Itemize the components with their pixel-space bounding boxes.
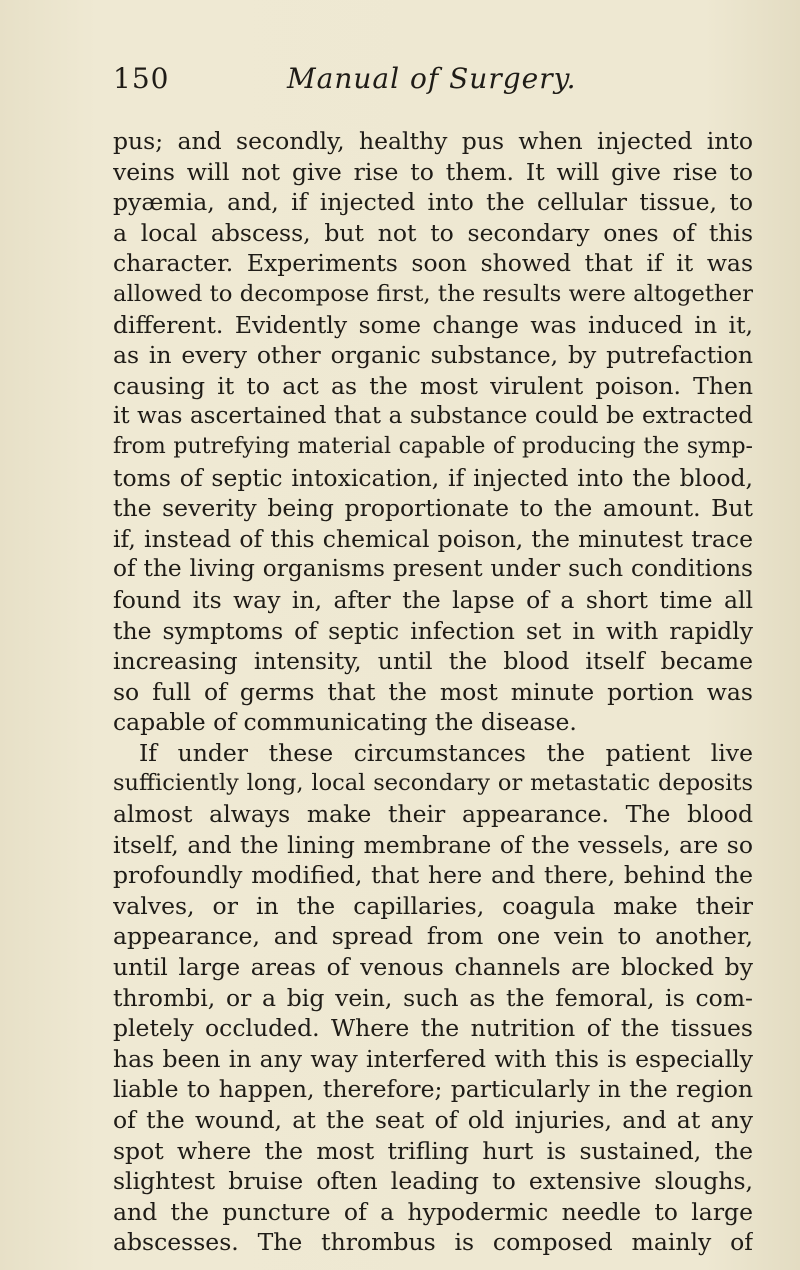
text-line: a local abscess, but not to secondary ones of this — [113, 218, 753, 247]
text-line: increasing intensity, until the blood itself became — [113, 647, 753, 676]
text-line: from putrefying material capable of producing the symp- — [113, 433, 753, 459]
text-line: almost always make their appearance. The blood — [113, 800, 753, 829]
page-header — [113, 62, 753, 102]
text-line: profoundly modified, that here and there, behind the — [113, 861, 753, 890]
text-line: the severity being proportionate to the amount. But — [113, 494, 753, 523]
text-line: different. Evidently some change was induced in it, — [113, 310, 753, 339]
text-line: slightest bruise often leading to extensive sloughs, — [113, 1167, 753, 1196]
text-line: it was ascertained that a substance could be extracted — [113, 403, 753, 430]
text-line: If under these circumstances the patient live — [139, 738, 753, 767]
text-line: character. Experiments soon showed that if it was — [113, 249, 753, 278]
page-number: 150 — [113, 62, 170, 95]
text-line: spot where the most trifling hurt is sustained, the — [113, 1136, 753, 1165]
text-line: found its way in, after the lapse of a short time all — [113, 585, 753, 614]
text-line: toms of septic intoxication, if injected into the blood, — [113, 463, 753, 492]
text-line: allowed to decompose first, the results were altogether — [113, 280, 753, 307]
text-line: pyæmia, and, if injected into the cellular tissue, to — [113, 188, 753, 217]
text-line: of the living organisms present under such conditions — [113, 555, 753, 583]
text-line: abscesses. The thrombus is composed mainly of — [113, 1228, 753, 1257]
text-line: valves, or in the capillaries, coagula make their — [113, 891, 753, 920]
text-line: until large areas of venous channels are blocked by — [113, 953, 753, 982]
text-line: capable of communicating the disease. — [113, 708, 577, 737]
text-line: liable to happen, therefore; particularly in the region — [113, 1075, 753, 1104]
text-line: so full of germs that the most minute portion was — [113, 677, 753, 706]
text-line: veins will not give rise to them. It will give rise to — [113, 157, 753, 186]
text-line: causing it to act as the most virulent poison. Then — [113, 371, 753, 400]
text-line: appearance, and spread from one vein to another, — [113, 922, 753, 951]
text-line: pletely occluded. Where the nutrition of the tissues — [113, 1014, 753, 1043]
text-line: the symptoms of septic infection set in with rapidly — [113, 616, 753, 645]
text-line: itself, and the lining membrane of the vessels, are so — [113, 830, 753, 859]
text-line: has been in any way interfered with this is especially — [113, 1044, 753, 1073]
text-line: pus; and secondly, healthy pus when injected into — [113, 127, 753, 155]
text-line: thrombi, or a big vein, such as the femoral, is com- — [113, 983, 753, 1012]
running-head: Manual of Surgery. — [287, 62, 577, 95]
text-line: and the puncture of a hypodermic needle to large — [113, 1197, 753, 1226]
text-line: if, instead of this chemical poison, the minutest trace — [113, 524, 753, 553]
body-text — [113, 126, 753, 1258]
text-line: of the wound, at the seat of old injuries, and at any — [113, 1106, 753, 1134]
text-line: sufficiently long, local secondary or metastatic deposits — [113, 770, 753, 797]
text-line: as in every other organic substance, by putrefaction — [113, 341, 753, 370]
